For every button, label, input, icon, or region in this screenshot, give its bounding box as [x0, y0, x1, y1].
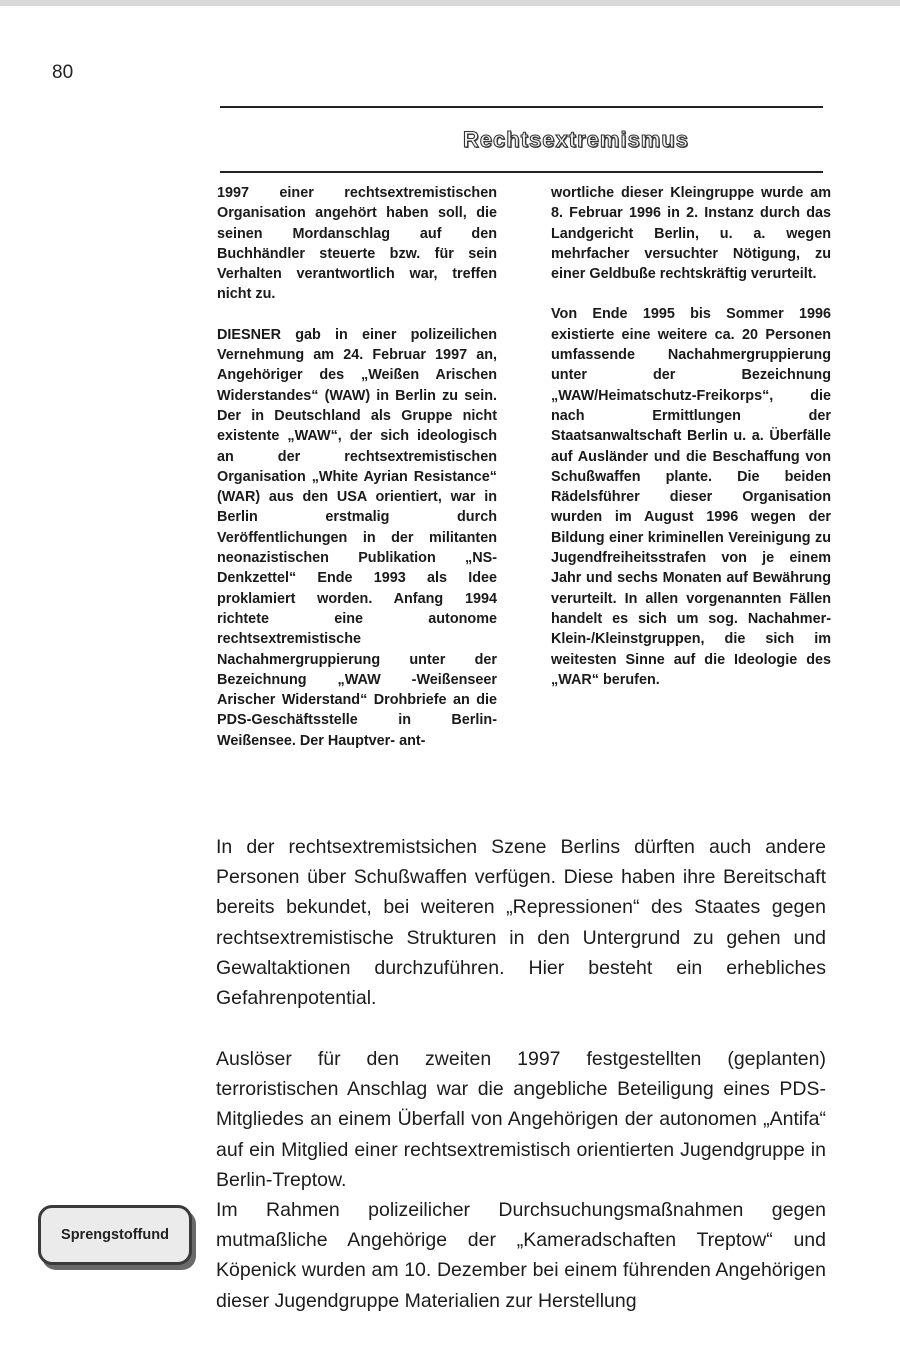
page-number: 80: [52, 62, 74, 83]
body-paragraph-text: Auslöser für den zweiten 1997 festgestellten (geplanten) terroristischen Anschlag war die angebliche Beteiligung eines PDS-Mitgliedes an einem Überfall von Angehörigen der autonomen „Antifa“ auf ein Mitglied einer rechtsextremistisch orientierten Jugendgruppe in Berlin-Treptow.: [216, 1048, 826, 1191]
margin-note-badge: [38, 1205, 192, 1265]
scan-top-border: [0, 0, 900, 6]
right-column: [551, 183, 831, 690]
margin-note-label: Sprengstoffund: [61, 1227, 169, 1243]
header-rule-bottom: [220, 171, 823, 173]
left-column: [217, 183, 497, 751]
header-rule-top: [220, 106, 823, 108]
body-paragraph-text: Im Rahmen polizeilicher Durchsuchungsmaßnahmen gegen mutmaßliche Angehörige der „Kameradschaften Treptow“ und Köpenick wurden am 10. Dezember bei einem führenden Angehörigen dieser Jugendgruppe Materialien zur Herstellung: [216, 1199, 826, 1312]
right-column-paragraph: Von Ende 1995 bis Sommer 1996 existierte eine weitere ca. 20 Personen umfassende Nachahmergruppierung unter der Bezeichnung „WAW/Heimatschutz-Freikorps“, die nach Ermittlungen der Staatsanwaltschaft Berlin u. a. Überfälle auf Ausländer und die Beschaffung von Schußwaffen plante. Die beiden Rädelsführer dieser Organisation wurden im August 1996 wegen der Bildung einer kriminellen Vereinigung zu Jugendfreiheitsstrafen von je einem Jahr und sechs Monaten auf Bewährung verurteilt. In allen vorgenannten Fällen handelt es sich um sog. Nachahmer-Klein-/Kleinstgruppen, die sich im weitesten Sinne auf die Ideologie des „WAR“ berufen.: [551, 306, 831, 688]
body-paragraph-text: In der rechtsextremistsichen Szene Berlins dürften auch andere Personen über Schußwaffen verfügen. Diese haben ihre Bereitschaft bereits bekundet, bei weiteren „Repressionen“ des Staates gegen rechtsextremistische Strukturen in den Untergrund zu gehen und Gewaltaktionen durchzuführen. Hier besteht ein erhebliches Gefahrenpotential.: [216, 836, 826, 1010]
body-paragraph-3: [216, 1195, 826, 1316]
right-column-paragraph: wortliche dieser Kleingruppe wurde am 8. Februar 1996 in 2. Instanz durch das Landgericht Berlin, u. a. wegen mehrfacher versuchter Nötigung, zu einer Geldbuße rechtskräftig verurteilt.: [551, 185, 831, 283]
section-title: Rechtsextremismus: [462, 127, 690, 152]
body-paragraph-2: [216, 1044, 826, 1195]
body-paragraph-1: [216, 832, 826, 1013]
left-column-paragraph: DIESNER gab in einer polizeilichen Vernehmung am 24. Februar 1997 an, Angehöriger des „Weißen Arischen Widerstandes“ (WAW) in Berlin zu sein. Der in Deutschland als Gruppe nicht existente „WAW“, der sich ideologisch an der rechtsextremistischen Organisation „White Ayrian Resistance“ (WAR) aus den USA orientiert, war in Berlin erstmalig durch Veröffentlichungen in der militanten neonazistischen Publikation „NS-Denkzettel“ Ende 1993 als Idee proklamiert worden. Anfang 1994 richtete eine autonome rechtsextremistische Nachahmergruppierung unter der Bezeichnung „WAW -Weißenseer Arischer Widerstand“ Drohbriefe an die PDS-Geschäftsstelle in Berlin-Weißensee. Der Hauptver- ant-: [217, 326, 497, 749]
left-column-paragraph: 1997 einer rechtsextremistischen Organisation angehört haben soll, die seinen Mordanschlag auf den Buchhändler steuerte bzw. für sein Verhalten verantwortlich war, treffen nicht zu.: [217, 185, 497, 303]
